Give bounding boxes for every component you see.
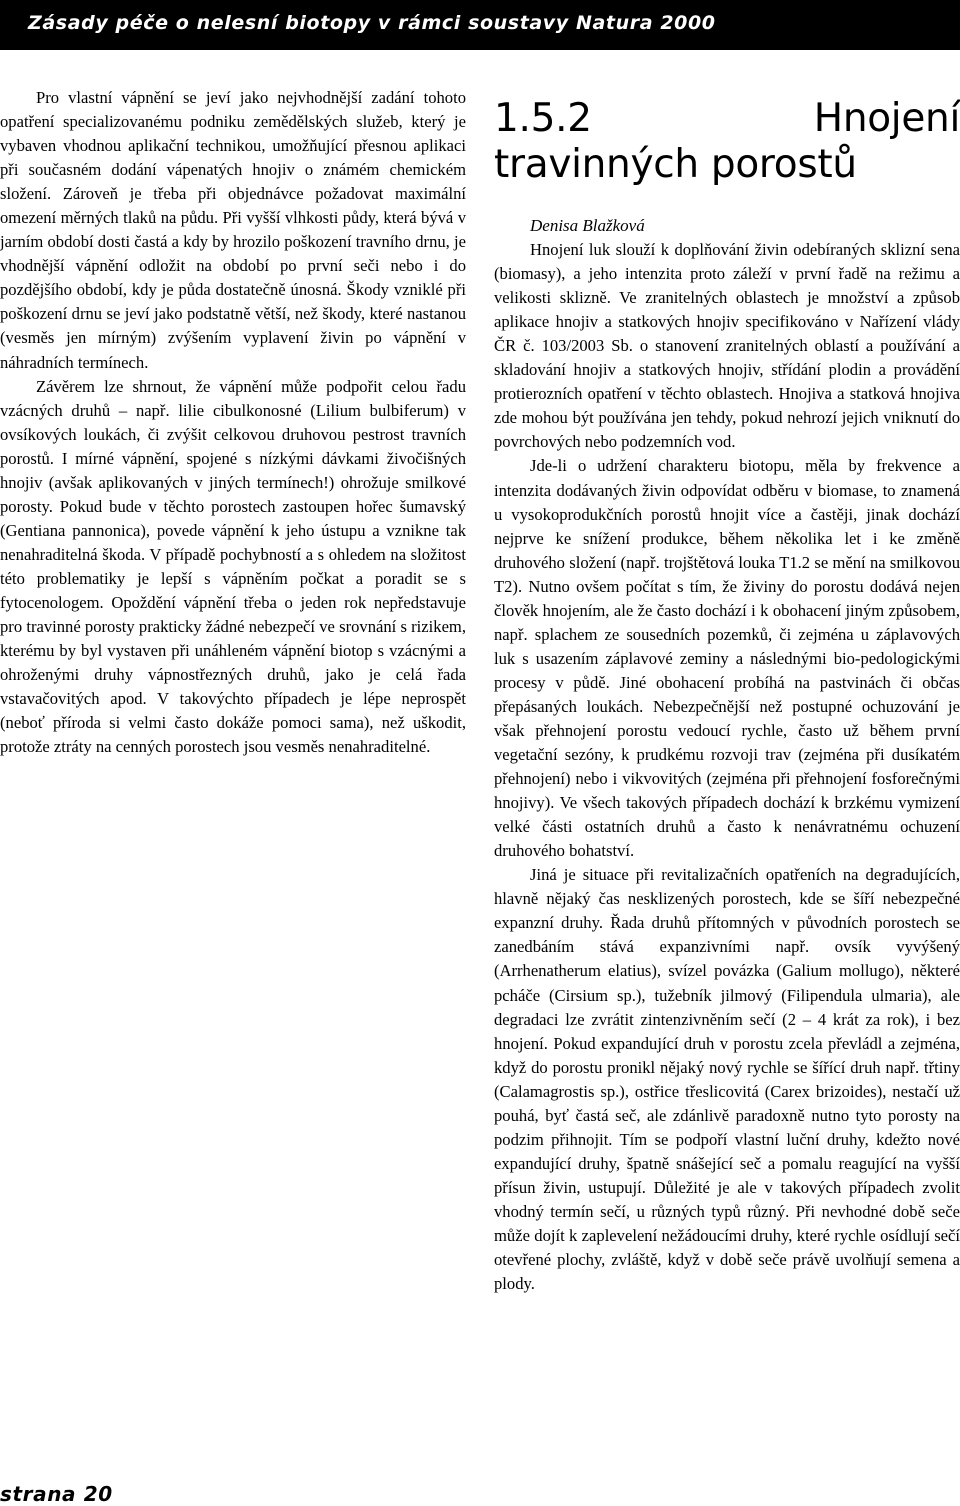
page-number: strana 20 bbox=[0, 1482, 113, 1506]
body-paragraph: Jde-li o udržení charakteru biotopu, měla by frekvence a intenzita dodávaných živin odpovídat odběru v biomase, to znamená u vysokoprodukčních porostů hnojit více a častěji, jinak dochází nejprve ke snížení produkce, během několika let i ke změně druhového složení (např. trojštětová louka T1.2 se mění na smilkovou T2). Nutno ovšem počítat s tím, že živiny do porostu dodává nejen člověk hnojením, ale že často dochází i k obohacení jiným způsobem, např. splachem ze sousedních pozemků, či zejména u záplavových luk s usazením záplavové zeminy a následnými bio-pedologickými procesy v půdě. Jiné obohacení probíhá na pastvinách či občas přepásaných loukách. Nebezpečnější než postupné ochuzování je však přehnojení porostu vedoucí rychle, často už během první vegetační sezóny, k prudkému rozvoji trav (zejména při dusíkatém přehnojení) nebo i vikvovitých (zejména při přehnojení fosforečnými hnojivy). Ve všech takových případech dochází k brzkému vymizení velké části ostatních druhů a často k nenávratnému ochuzení druhového bohatství. bbox=[494, 456, 960, 861]
section-heading: 1.5.2 Hnojení travinných porostů bbox=[494, 96, 960, 187]
left-text-column bbox=[0, 86, 466, 759]
running-header-bar bbox=[0, 0, 960, 50]
running-header-title: Zásady péče o nelesní biotopy v rámci soustavy Natura 2000 bbox=[28, 12, 716, 34]
body-paragraph: Pro vlastní vápnění se jeví jako nejvhodnější zadání tohoto opatření specializovanému podniku zemědělských služeb, který je vybaven vhodnou aplikační technikou, umožňující přesnou aplikaci při současném dodání vápenatých hnojiv o známém chemickém složení. Zároveň je třeba při objednávce požadovat maximální omezení měrných tlaků na půdu. Při vyšší vlhkosti půdy, která bývá v jarním období dosti častá a kdy by hrozilo poškození travního drnu, je vhodnější vápnění odložit na období po první seči nebo i do pozdějšího období, kdy je půda dostatečně únosná. Škody vzniklé při poškození drnu se jeví jako podstatně větší, než škody, které nastanou (vesměs jen mírným) zvýšením vyplavení živin po vápnění v náhradních termínech. bbox=[0, 88, 466, 372]
body-paragraph: Jiná je situace při revitalizačních opatřeních na degradujících, hlavně nějaký čas nesklizených porostech, kde se šíří nebezpečné expanzní druhy. Řada druhů přítomných v původních porostech se zanedbáním stává expanzivními např. ovsík vyvýšený (Arrhenatherum elatius), svízel povázka (Galium mollugo), některé pcháče (Cirsium sp.), tužebník jilmový (Filipendula ulmaria), ale degradaci lze zvrátit zintenzivněním sečí (2 – 4 krát za rok), i bez hnojení. Pokud expandující druh v porostu zcela převládl a zejména, když do porostu pronikl nějaký nový rychle se šířící druh např. třtiny (Calamagrostis sp.), ostřice třeslicovitá (Carex brizoides), nestačí už pouhá, byť častá seč, ale zdánlivě paradoxně nutno tyto porosty na podzim přihnojit. Tím se podpoří vlastní luční druhy, kdežto nové expandující druhy, špatně snášející seč a pomalu reagující na vyšší přísun živin, ustupují. Důležité je ale v takových případech zvolit vhodný termín sečí, u různých typů různý. Při nevhodné době seče může dojít k zaplevelení nežádoucími druhy, které rychle osídlují sečí otevřené plochy, zvláště, když v době seče právě uvolňují semena a plody. bbox=[494, 865, 960, 1294]
author-name: Denisa Blažková bbox=[530, 216, 645, 235]
body-paragraph: Závěrem lze shrnout, že vápnění může podpořit celou řadu vzácných druhů – např. lilie cibulkonosné (Lilium bulbiferum) v ovsíkových loukách, či zvýšit celkovou druhovou pestrost travních porostů. I mírné vápnění, spojené s nízkými dávkami živočišných hnojiv (avšak aplikovaných v jiných termínech!) ohrožuje smilkové porosty. Pokud bude v těchto porostech zastoupen hořec šumavský (Gentiana pannonica), povede vápnění k jeho ústupu a vznikne tak nenahraditelná škoda. V případě pochybností a s ohledem na složitost této problematiky je lepší s vápněním počkat a poradit se s fytocenologem. Opoždění vápnění třeba o jeden rok nepředstavuje pro travinné porosty prakticky žádné nebezpečí ve srovnání s rizikem, kterému by byl vystaven při unáhleném vápnění biotop s vzácnými a ohroženými druhy vápnostřezných druhů, jako je celá řada vstavačovitých apod. V takovýchto případech je lépe neprospět (neboť příroda si velmi často dokáže pomoci sama), než uškodit, protože ztráty na cenných porostech jsou vesměs nenahraditelné. bbox=[0, 376, 466, 757]
body-paragraph: Hnojení luk slouží k doplňování živin odebíraných sklizní sena (biomasy), a jeho intenzita proto záleží v první řadě na režimu a velikosti sklizně. Ve zranitelných oblastech je množství a způsob aplikace hnojiv a statkových hnojiv specifikováno v Nařízení vlády ČR č. 103/2003 Sb. o stanovení zranitelných oblastí a používání a skladování hnojiv a statkových hnojiv, střídání plodin a provádění protierozních opatření v těchto oblastech. Hnojiva a statková hnojiva zde mohou být používána jen tehdy, pokud nehrozí jejich vniknutí do povrchových nebo podzemních vod. bbox=[494, 240, 960, 452]
right-text-column bbox=[494, 96, 960, 1296]
